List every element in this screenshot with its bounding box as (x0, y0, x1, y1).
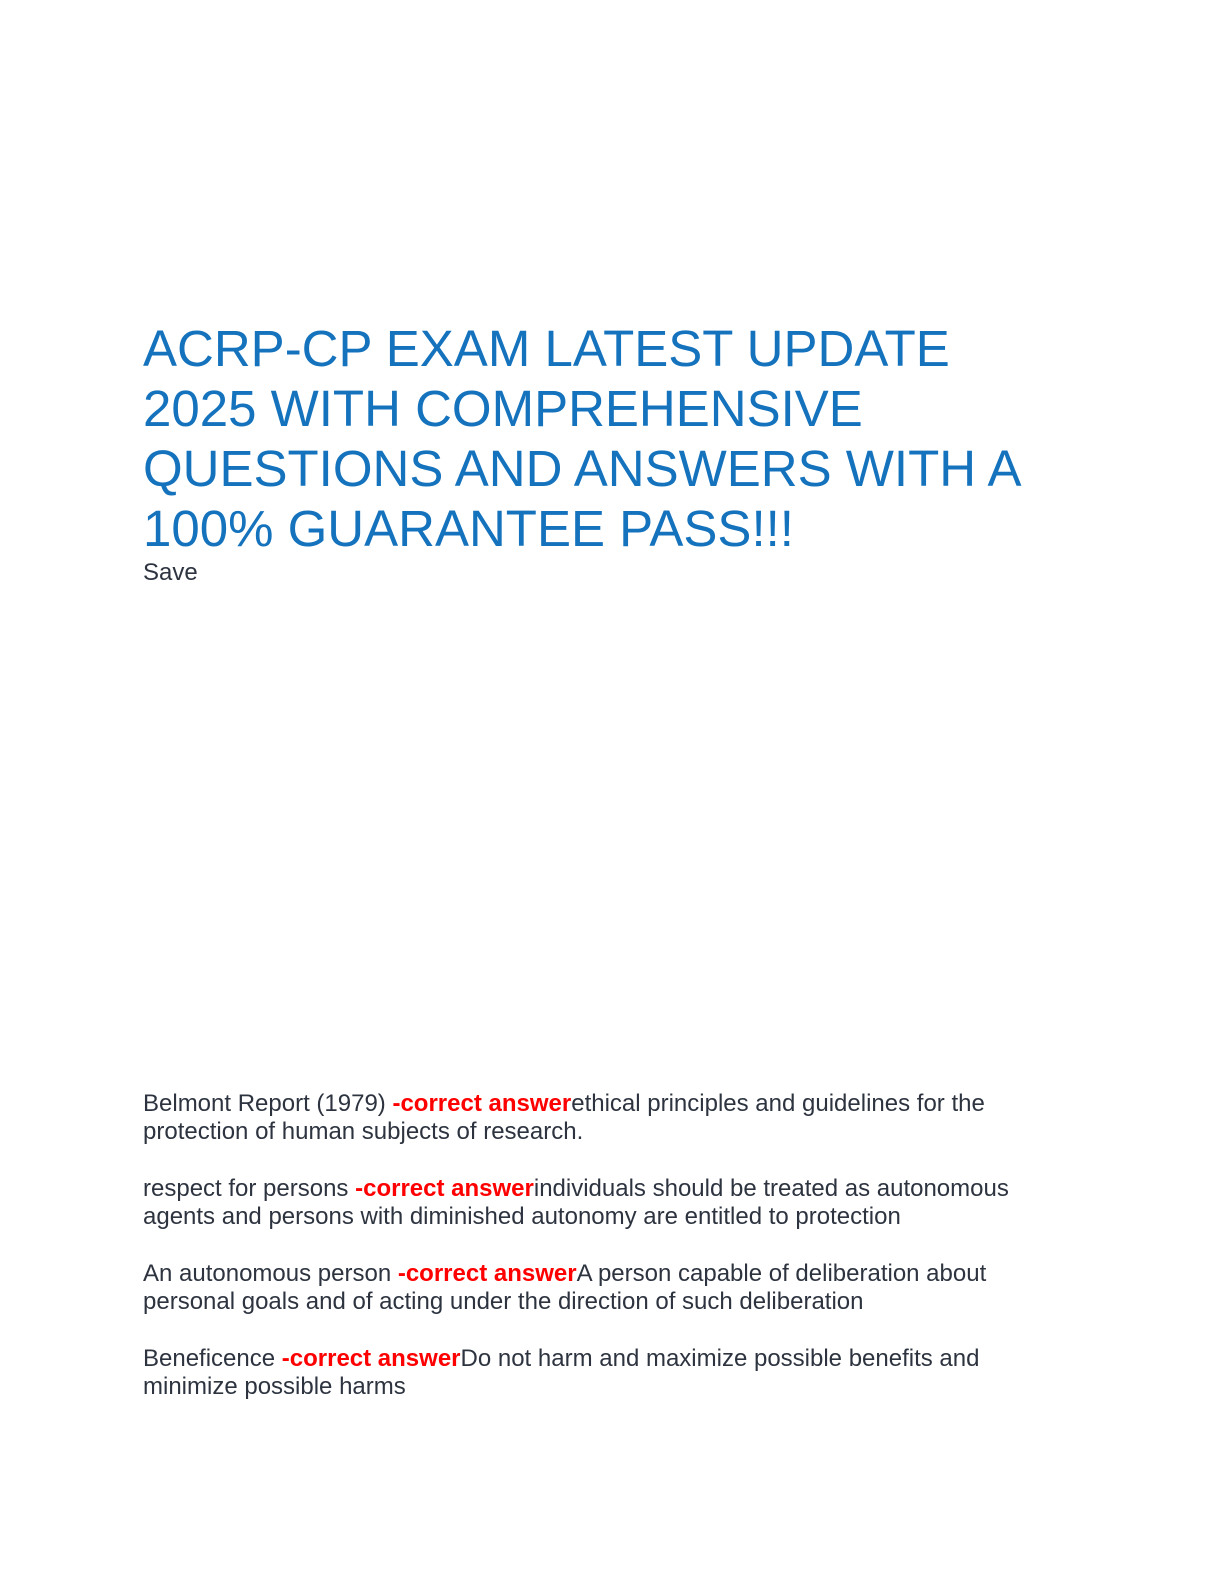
correct-answer-marker: -correct answer (355, 1175, 534, 1202)
qa-item (143, 1090, 1053, 1146)
question-text: respect for persons (143, 1175, 349, 1202)
question-text: Belmont Report (1979) (143, 1090, 386, 1117)
page-content (143, 0, 1053, 1430)
correct-answer-marker: -correct answer (397, 1260, 577, 1287)
qa-item (143, 1175, 1053, 1231)
correct-answer-marker: -correct answer (392, 1090, 572, 1117)
qa-item (143, 1345, 1053, 1401)
save-button[interactable]: Save (143, 559, 198, 586)
answer-text: Do not harm and maximize possible benefits and minimize possible harms (143, 1345, 980, 1400)
answer-text: A person capable of deliberation about personal goals and of acting under the direction of such deliberation (143, 1260, 987, 1315)
page-title: ACRP-CP EXAM LATEST UPDATE 2025 WITH COMPREHENSIVE QUESTIONS AND ANSWERS WITH A 100% GUARANTEE PASS!!! (143, 320, 1019, 557)
qa-list (143, 1090, 1053, 1401)
answer-text: individuals should be treated as autonomous agents and persons with diminished autonomy are entitled to protection (143, 1175, 1009, 1230)
correct-answer-marker: -correct answer (281, 1345, 461, 1372)
question-text: An autonomous person (143, 1260, 392, 1287)
answer-text: ethical principles and guidelines for the protection of human subjects of research. (143, 1090, 985, 1145)
qa-item (143, 1260, 1053, 1316)
question-text: Beneficence (143, 1345, 276, 1372)
